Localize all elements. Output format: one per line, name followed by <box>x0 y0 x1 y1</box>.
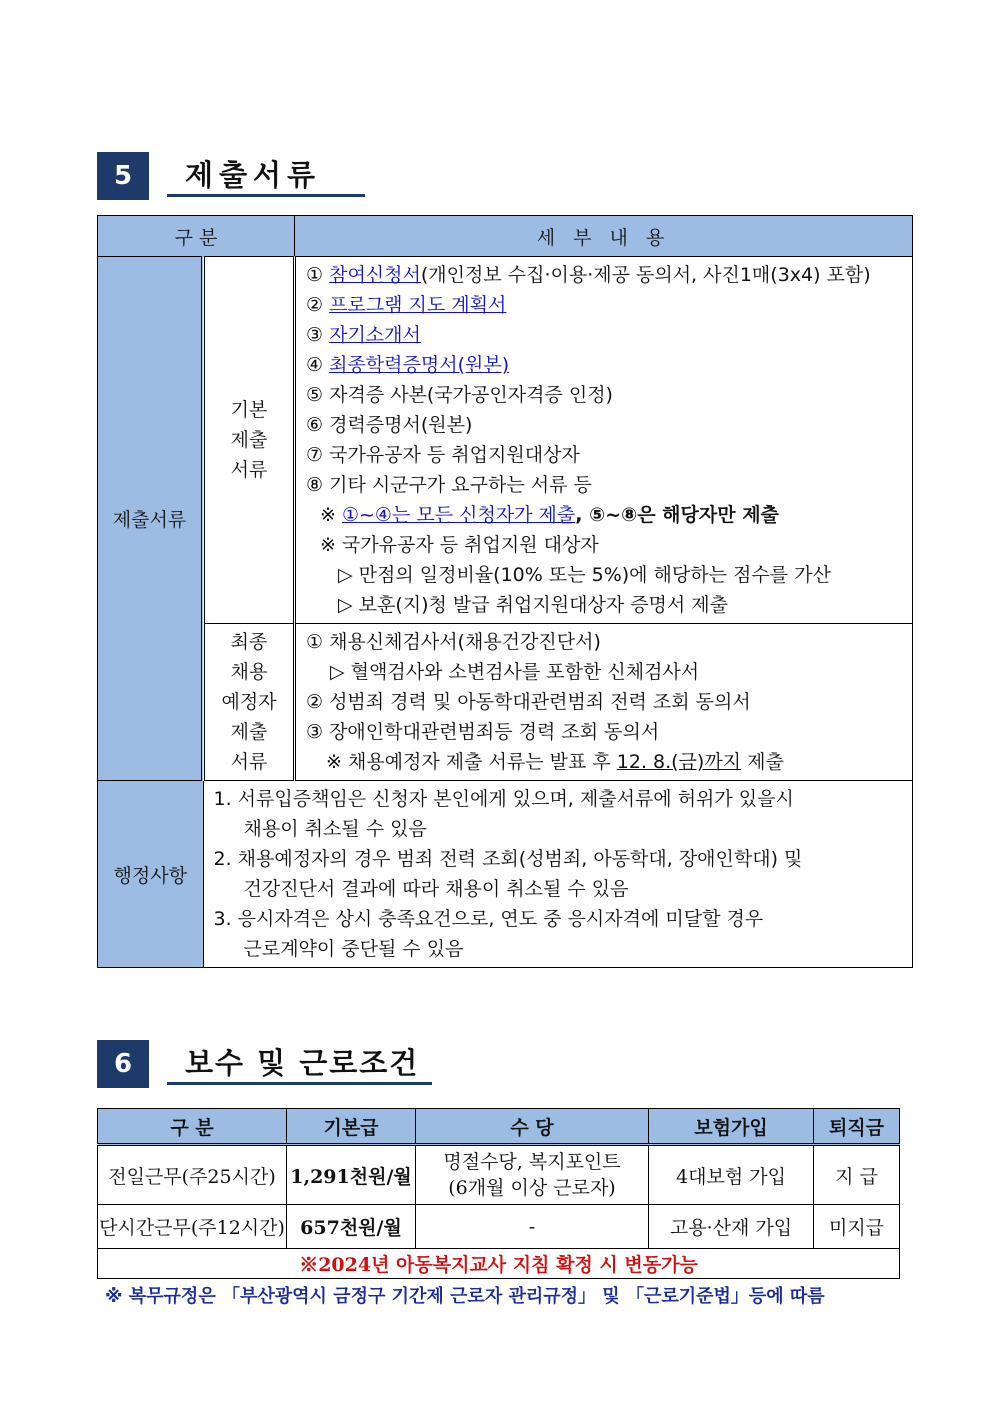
change-notice: ※2024년 아동복지교사 지침 확정 시 변동가능 <box>98 1249 900 1279</box>
admin-line: 1. 서류입증책임은 신청자 본인에게 있으며, 제출서류에 허위가 있을시 <box>213 788 794 810</box>
insurance: 고용·산재 가입 <box>649 1205 814 1249</box>
deadline-date: 12. 8.(금)까지 <box>616 751 742 773</box>
group-label: 제출서류 <box>98 257 204 781</box>
doc-link[interactable]: 최종학력증명서(원본) <box>329 354 510 376</box>
doc-item: ③ 자기소개서 <box>306 324 421 346</box>
col-header: 수 당 <box>416 1109 649 1145</box>
admin-line: 2. 채용예정자의 경우 범죄 전력 조회(성범죄, 아동학대, 장애인학대) 및 <box>213 848 803 870</box>
doc-item: ② 프로그램 지도 계획서 <box>306 294 507 316</box>
section6-number: 6 <box>97 1040 149 1088</box>
final-docs-label: 최종 채용 예정자 제출 서류 <box>203 624 295 781</box>
note-veterans-sub: ▷ 보훈(지)청 발급 취업지원대상자 증명서 제출 <box>338 594 729 616</box>
severance: 미지급 <box>814 1205 900 1249</box>
base-pay: 1,291천원/월 <box>287 1145 416 1205</box>
final-note: ※ 채용예정자 제출 서류는 발표 후 12. 8.(금)까지 제출 <box>326 751 784 773</box>
severance: 지 급 <box>814 1145 900 1205</box>
section6-title: 보수 및 근로조건 <box>167 1040 432 1085</box>
final-item: ③ 장애인학대관련범죄등 경력 조회 동의서 <box>306 721 660 743</box>
table-row <box>98 1205 900 1249</box>
doc-item: ⑧ 기타 시군구가 요구하는 서류 등 <box>306 474 592 496</box>
work-type: 전일근무(주25시간) <box>98 1145 287 1205</box>
admin-line: 건강진단서 결과에 따라 채용이 취소될 수 있음 <box>243 878 629 900</box>
insurance: 4대보험 가입 <box>649 1145 814 1205</box>
documents-table <box>97 215 913 968</box>
header-details: 세 부 내 용 <box>295 216 913 257</box>
admin-label: 행정사항 <box>98 781 204 968</box>
final-item: ① 채용신체검사서(채용건강진단서) <box>306 631 601 653</box>
final-docs-content <box>295 624 913 781</box>
work-type: 단시간근무(주12시간) <box>98 1205 287 1249</box>
header-category: 구 분 <box>98 216 295 257</box>
allowance: 명절수당, 복지포인트 (6개월 이상 근로자) <box>416 1145 649 1205</box>
salary-table <box>97 1108 900 1279</box>
col-header: 보험가입 <box>649 1109 814 1145</box>
doc-link[interactable]: 프로그램 지도 계획서 <box>329 294 507 316</box>
doc-item: ⑤ 자격증 사본(국가공인자격증 인정) <box>306 384 613 406</box>
section5-title: 제출서류 <box>167 152 365 197</box>
note-veterans: ※ 국가유공자 등 취업지원 대상자 <box>320 534 599 556</box>
admin-line: 채용이 취소될 수 있음 <box>243 818 427 840</box>
doc-item: ① 참여신청서(개인정보 수집·이용·제공 동의서, 사진1매(3x4) 포함) <box>306 264 871 286</box>
doc-link[interactable]: 자기소개서 <box>329 324 421 346</box>
table-row <box>98 1145 900 1205</box>
admin-content <box>203 781 913 968</box>
col-header: 구 분 <box>98 1109 287 1145</box>
note-required: ※ ①~④는 모든 신청자가 제출, ⑤~⑧은 해당자만 제출 <box>320 504 779 526</box>
base-pay: 657천원/월 <box>287 1205 416 1249</box>
section5-number: 5 <box>97 152 149 200</box>
basic-docs-label: 기본 제출 서류 <box>203 257 295 624</box>
doc-item: ⑥ 경력증명서(원본) <box>306 414 473 436</box>
admin-line: 근로계약이 중단될 수 있음 <box>243 938 464 960</box>
col-header: 기본급 <box>287 1109 416 1145</box>
final-item-sub: ▷ 혈액검사와 소변검사를 포함한 신체검사서 <box>330 661 700 683</box>
basic-docs-content <box>295 257 913 624</box>
footer-note: ※ 복무규정은 「부산광역시 금정구 기간제 근로자 관리규정」 및 「근로기준법」등에 따름 <box>105 1286 825 1307</box>
allowance: - <box>416 1205 649 1249</box>
final-item: ② 성범죄 경력 및 아동학대관련범죄 전력 조회 동의서 <box>306 691 751 713</box>
doc-item: ⑦ 국가유공자 등 취업지원대상자 <box>306 444 580 466</box>
note-required-link[interactable]: ①~④는 모든 신청자가 제출 <box>341 504 576 526</box>
col-header: 퇴직금 <box>814 1109 900 1145</box>
doc-item: ④ 최종학력증명서(원본) <box>306 354 510 376</box>
doc-link[interactable]: 참여신청서 <box>329 264 421 286</box>
admin-line: 3. 응시자격은 상시 충족요건으로, 연도 중 응시자격에 미달할 경우 <box>213 908 764 930</box>
note-veterans-sub: ▷ 만점의 일정비율(10% 또는 5%)에 해당하는 점수를 가산 <box>338 564 831 586</box>
